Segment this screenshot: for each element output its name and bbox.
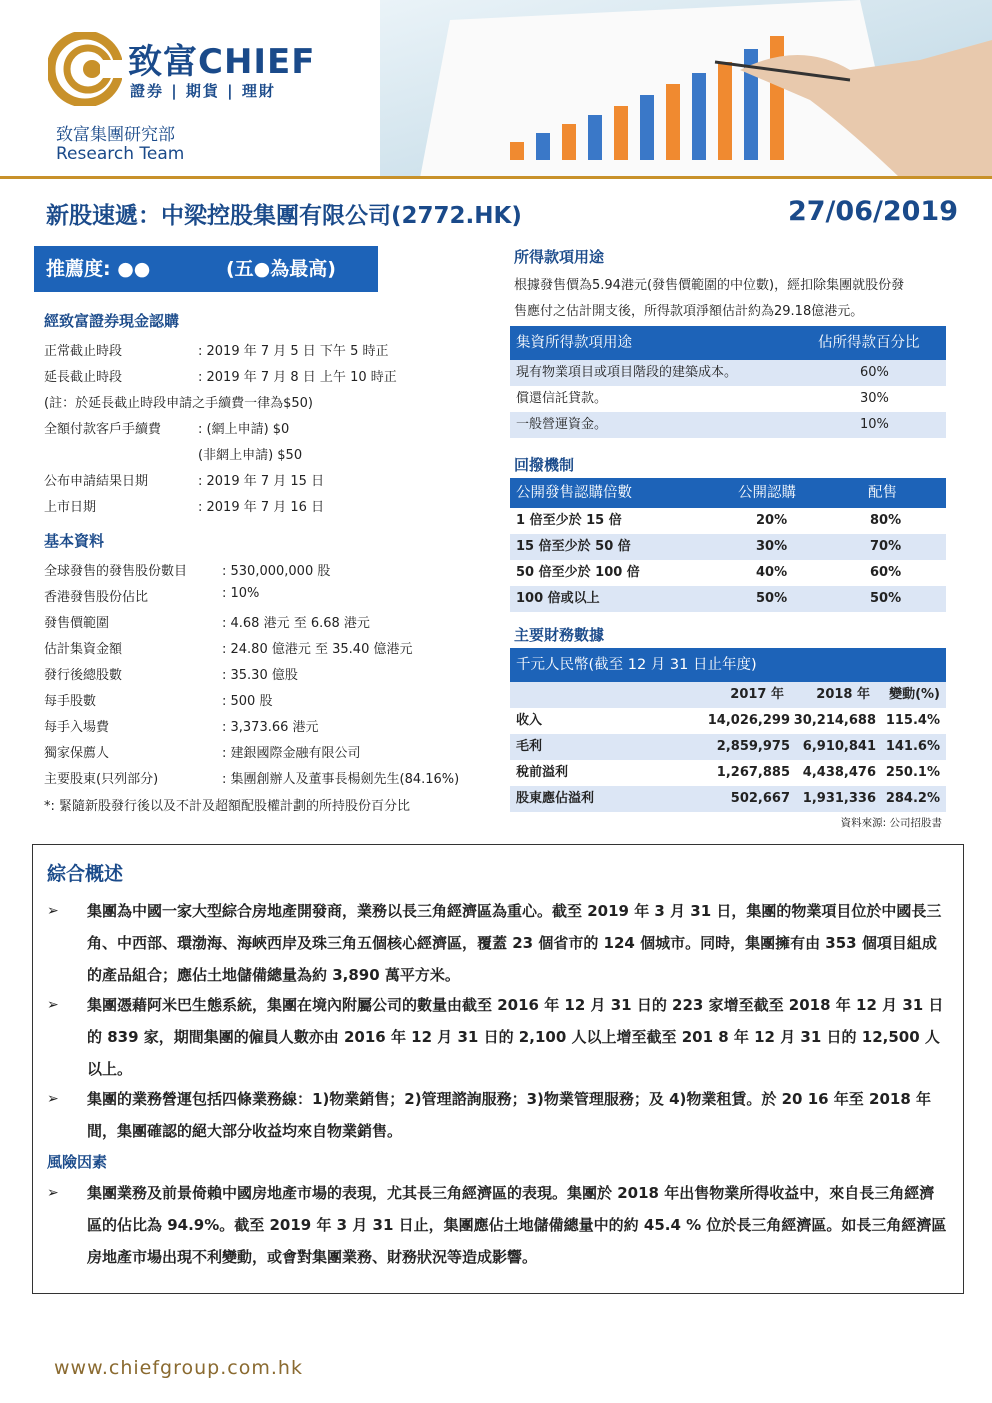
basic-info-value: : 24.80 億港元 至 35.40 億港元 — [222, 642, 413, 657]
proceeds-use: 現有物業項目或項目階段的建築成本。 — [516, 365, 738, 380]
clawback-placing: 50% — [870, 591, 902, 606]
financials-2017: 502,667 — [730, 791, 790, 806]
basic-info-label: 發行後總股數 — [44, 668, 123, 683]
financials-change: 115.4% — [885, 713, 940, 728]
financials-unit: 千元人民幣(截至 12 月 31 日止年度) — [516, 657, 757, 673]
risk-heading: 風險因素 — [47, 1153, 108, 1171]
financials-item: 收入 — [516, 713, 543, 728]
overview-paragraph-2: 集團憑藉阿米巴生態系統，集團在境內附屬公司的數量由截至 2016 年 12 月 31 日的 223 家增至截至 2018 年 12 月 31 日的 839 家，期間集團的僱員人數亦由 2016 年 12 月 31 日的 2,100 人以上增至截至 201 8 年 12 月 31 日的 12,500 人以上。 — [87, 996, 944, 1078]
subscription-row-label: 延長截止時段 — [44, 370, 123, 385]
proceeds-col-use: 集資所得款項用途 — [516, 335, 632, 351]
subscription-row-value: : 2019 年 7 月 8 日 上午 10 時正 — [198, 370, 397, 385]
financials-item: 股東應佔溢利 — [516, 791, 595, 806]
basic-info-heading: 基本資料 — [44, 532, 105, 550]
proceeds-table-row — [510, 386, 946, 412]
financials-table-row — [510, 734, 946, 760]
header-rule — [0, 176, 992, 179]
financials-2018: 6,910,841 — [802, 739, 876, 754]
proceeds-table — [510, 326, 946, 438]
rating-bar — [34, 246, 378, 292]
basic-info-label: 主要股東(只列部分) — [44, 772, 159, 787]
hero-bar — [692, 73, 706, 160]
clawback-public: 50% — [756, 591, 788, 606]
footer-url[interactable]: www.chiefgroup.com.hk — [54, 1357, 303, 1379]
rating-note: (五●為最高) — [226, 258, 336, 280]
overview-bullet-3: ➢ — [47, 1091, 59, 1107]
clawback-multiple: 1 倍至少於 15 倍 — [516, 513, 622, 528]
hero-bar — [588, 115, 602, 160]
clawback-table-header — [510, 478, 946, 508]
basic-info-note: *: 緊隨新股發行後以及不計及超額配股權計劃的所持股份百分比 — [44, 799, 411, 814]
department-en: Research Team — [56, 144, 185, 164]
basic-info-value: : 35.30 億股 — [222, 668, 298, 683]
financials-change: 284.2% — [885, 791, 940, 806]
financials-table-row — [510, 708, 946, 734]
clawback-table-row — [510, 560, 946, 586]
clawback-table-row — [510, 534, 946, 560]
proceeds-table-row — [510, 412, 946, 438]
clawback-col-placing: 配售 — [868, 485, 897, 501]
basic-info-value: : 集團創辦人及董事長楊劍先生(84.16%) — [222, 772, 460, 787]
hero-bar — [536, 133, 550, 160]
brand-name: 致富CHIEF — [128, 42, 316, 82]
basic-info-value: : 500 股 — [222, 694, 273, 709]
clawback-placing: 70% — [870, 539, 902, 554]
subscription-row-label: 公布申請結果日期 — [44, 474, 149, 489]
basic-info-label: 發售價範圍 — [44, 616, 110, 631]
financials-col-change: 變動(%) — [889, 687, 940, 702]
proceeds-heading: 所得款項用途 — [514, 248, 605, 266]
subscription-row-value: (非網上申請) $50 — [198, 448, 303, 463]
hero-bar — [614, 106, 628, 160]
financials-2018: 4,438,476 — [802, 765, 876, 780]
financials-2018: 30,214,688 — [793, 713, 876, 728]
overview-bullet-1: ➢ — [47, 903, 59, 919]
financials-col-2018: 2018 年 — [816, 687, 870, 702]
basic-info-value: : 建銀國際金融有限公司 — [222, 746, 361, 761]
basic-info-label: 每手入場費 — [44, 720, 110, 735]
financials-heading: 主要財務數據 — [514, 626, 605, 644]
financials-2017: 1,267,885 — [716, 765, 790, 780]
clawback-placing: 80% — [870, 513, 902, 528]
financials-change: 141.6% — [885, 739, 940, 754]
proceeds-text-line1: 根據發售價為5.94港元(發售價範圍的中位數)，經扣除集團就股份發 — [514, 278, 905, 293]
proceeds-col-pct: 佔所得款百分比 — [818, 335, 920, 351]
document-title: 新股速遞：中梁控股集團有限公司(2772.HK) — [46, 203, 522, 229]
subscription-row-label: 正常截止時段 — [44, 344, 123, 359]
proceeds-use: 償還信託貸款。 — [516, 391, 608, 406]
financials-table-row — [510, 760, 946, 786]
hero-bar — [562, 124, 576, 160]
basic-info-label: 每手股數 — [44, 694, 97, 709]
overview-bullet-2: ➢ — [47, 997, 59, 1013]
rating-label: 推薦度: ●● — [46, 258, 151, 280]
hero-bar — [510, 142, 524, 160]
overview-paragraph-1: 集團為中國一家大型綜合房地產開發商，業務以長三角經濟區為重心。截至 2019 年 3 月 31 日，集團的物業項目位於中國長三角、中西部、環渤海、海峽西岸及珠三角五個核心經濟區，覆蓋 23 個省市的 124 個城市。同時，集團擁有由 353 個項目組成的產品組合；應佔土地儲備總量為約 3,890 萬平方米。 — [87, 902, 942, 984]
risk-paragraph: 集團業務及前景倚賴中國房地產市場的表現，尤其長三角經濟區的表現。集團於 2018 年出售物業所得收益中，來自長三角經濟區的佔比為 94.9%。截至 2019 年 3 月 31 日止，集團應佔土地儲備總量中的約 45.4 % 位於長三角經濟區。如長三角經濟區房地產市場出現不利變動，或會對集團業務、財務狀況等造成影響。 — [87, 1184, 947, 1266]
financials-table-row — [510, 786, 946, 812]
subscription-row-value: : 2019 年 7 月 16 日 — [198, 500, 325, 515]
financials-item: 稅前溢利 — [516, 765, 569, 780]
basic-info-value: : 3,373.66 港元 — [222, 720, 319, 735]
proceeds-pct: 30% — [860, 391, 889, 406]
proceeds-pct: 60% — [860, 365, 889, 380]
financials-table — [510, 648, 946, 812]
clawback-table-row — [510, 508, 946, 534]
clawback-table — [510, 478, 946, 612]
financials-2017: 2,859,975 — [716, 739, 790, 754]
document-date: 27/06/2019 — [787, 196, 958, 227]
subscription-row-value: : (網上申請) $0 — [198, 422, 290, 437]
subscription-row-value: : 2019 年 7 月 15 日 — [198, 474, 325, 489]
proceeds-pct: 10% — [860, 417, 889, 432]
clawback-heading: 回撥機制 — [514, 456, 575, 474]
hero-bar — [718, 62, 732, 160]
clawback-multiple: 50 倍至少於 100 倍 — [516, 565, 640, 580]
basic-info-value: : 530,000,000 股 — [222, 564, 331, 579]
proceeds-use: 一般營運資金。 — [516, 417, 608, 432]
subscription-row-value: : 2019 年 7 月 5 日 下午 5 時正 — [198, 344, 389, 359]
financials-2018: 1,931,336 — [802, 791, 876, 806]
clawback-multiple: 100 倍或以上 — [516, 591, 600, 606]
subscription-heading: 經致富證券現金認購 — [44, 312, 180, 330]
financials-col-header — [510, 682, 946, 708]
basic-info-label: 全球發售的發售股份數目 — [44, 564, 188, 579]
proceeds-table-header — [510, 326, 946, 360]
financials-col-2017: 2017 年 — [730, 687, 784, 702]
proceeds-table-row — [510, 360, 946, 386]
overview-paragraph-3: 集團的業務營運包括四條業務線：1)物業銷售；2)管理諮詢服務；3)物業管理服務；及 4)物業租賃。於 20 16 年至 2018 年間，集團確認的絕大部分收益均來自物業銷售。 — [87, 1090, 932, 1140]
chief-logo-icon — [48, 32, 122, 106]
risk-bullet: ➢ — [47, 1185, 59, 1201]
subscription-row-label: 上市日期 — [44, 500, 97, 515]
financials-change: 250.1% — [885, 765, 940, 780]
basic-info-label: 估計集資金額 — [44, 642, 123, 657]
hero-bar — [640, 95, 654, 160]
clawback-public: 20% — [756, 513, 788, 528]
clawback-public: 40% — [756, 565, 788, 580]
clawback-placing: 60% — [870, 565, 902, 580]
basic-info-label: 香港發售股份佔比 — [44, 590, 149, 605]
basic-info-value: : 4.68 港元 至 6.68 港元 — [222, 616, 370, 631]
overview-box — [32, 844, 964, 1294]
financials-unit-header — [510, 648, 946, 682]
financials-item: 毛利 — [516, 739, 543, 754]
clawback-table-row — [510, 586, 946, 612]
header-hero-image — [380, 0, 992, 178]
clawback-col-public: 公開認購 — [738, 485, 796, 501]
department-cn: 致富集團研究部 — [56, 125, 175, 145]
financials-2017: 14,026,299 — [707, 713, 790, 728]
clawback-public: 30% — [756, 539, 788, 554]
hero-bar — [770, 36, 784, 160]
subscription-row-label: (註：於延長截止時段申請之手續費一律為$50) — [44, 396, 313, 411]
clawback-multiple: 15 倍至少於 50 倍 — [516, 539, 631, 554]
overview-heading: 綜合概述 — [47, 863, 124, 885]
hero-bar — [666, 84, 680, 160]
financials-source: 資料來源: 公司招股書 — [840, 817, 942, 829]
proceeds-text-line2: 售應付之估計開支後，所得款項淨額估計約為29.18億港元。 — [514, 304, 864, 319]
clawback-col-multiple: 公開發售認購倍數 — [516, 485, 632, 501]
brand-subtitle: 證券 | 期貨 | 理財 — [130, 82, 276, 100]
basic-info-label: 獨家保薦人 — [44, 746, 110, 761]
subscription-row-label: 全額付款客戶手續費 — [44, 422, 162, 437]
basic-info-value: : 10% — [222, 586, 260, 601]
